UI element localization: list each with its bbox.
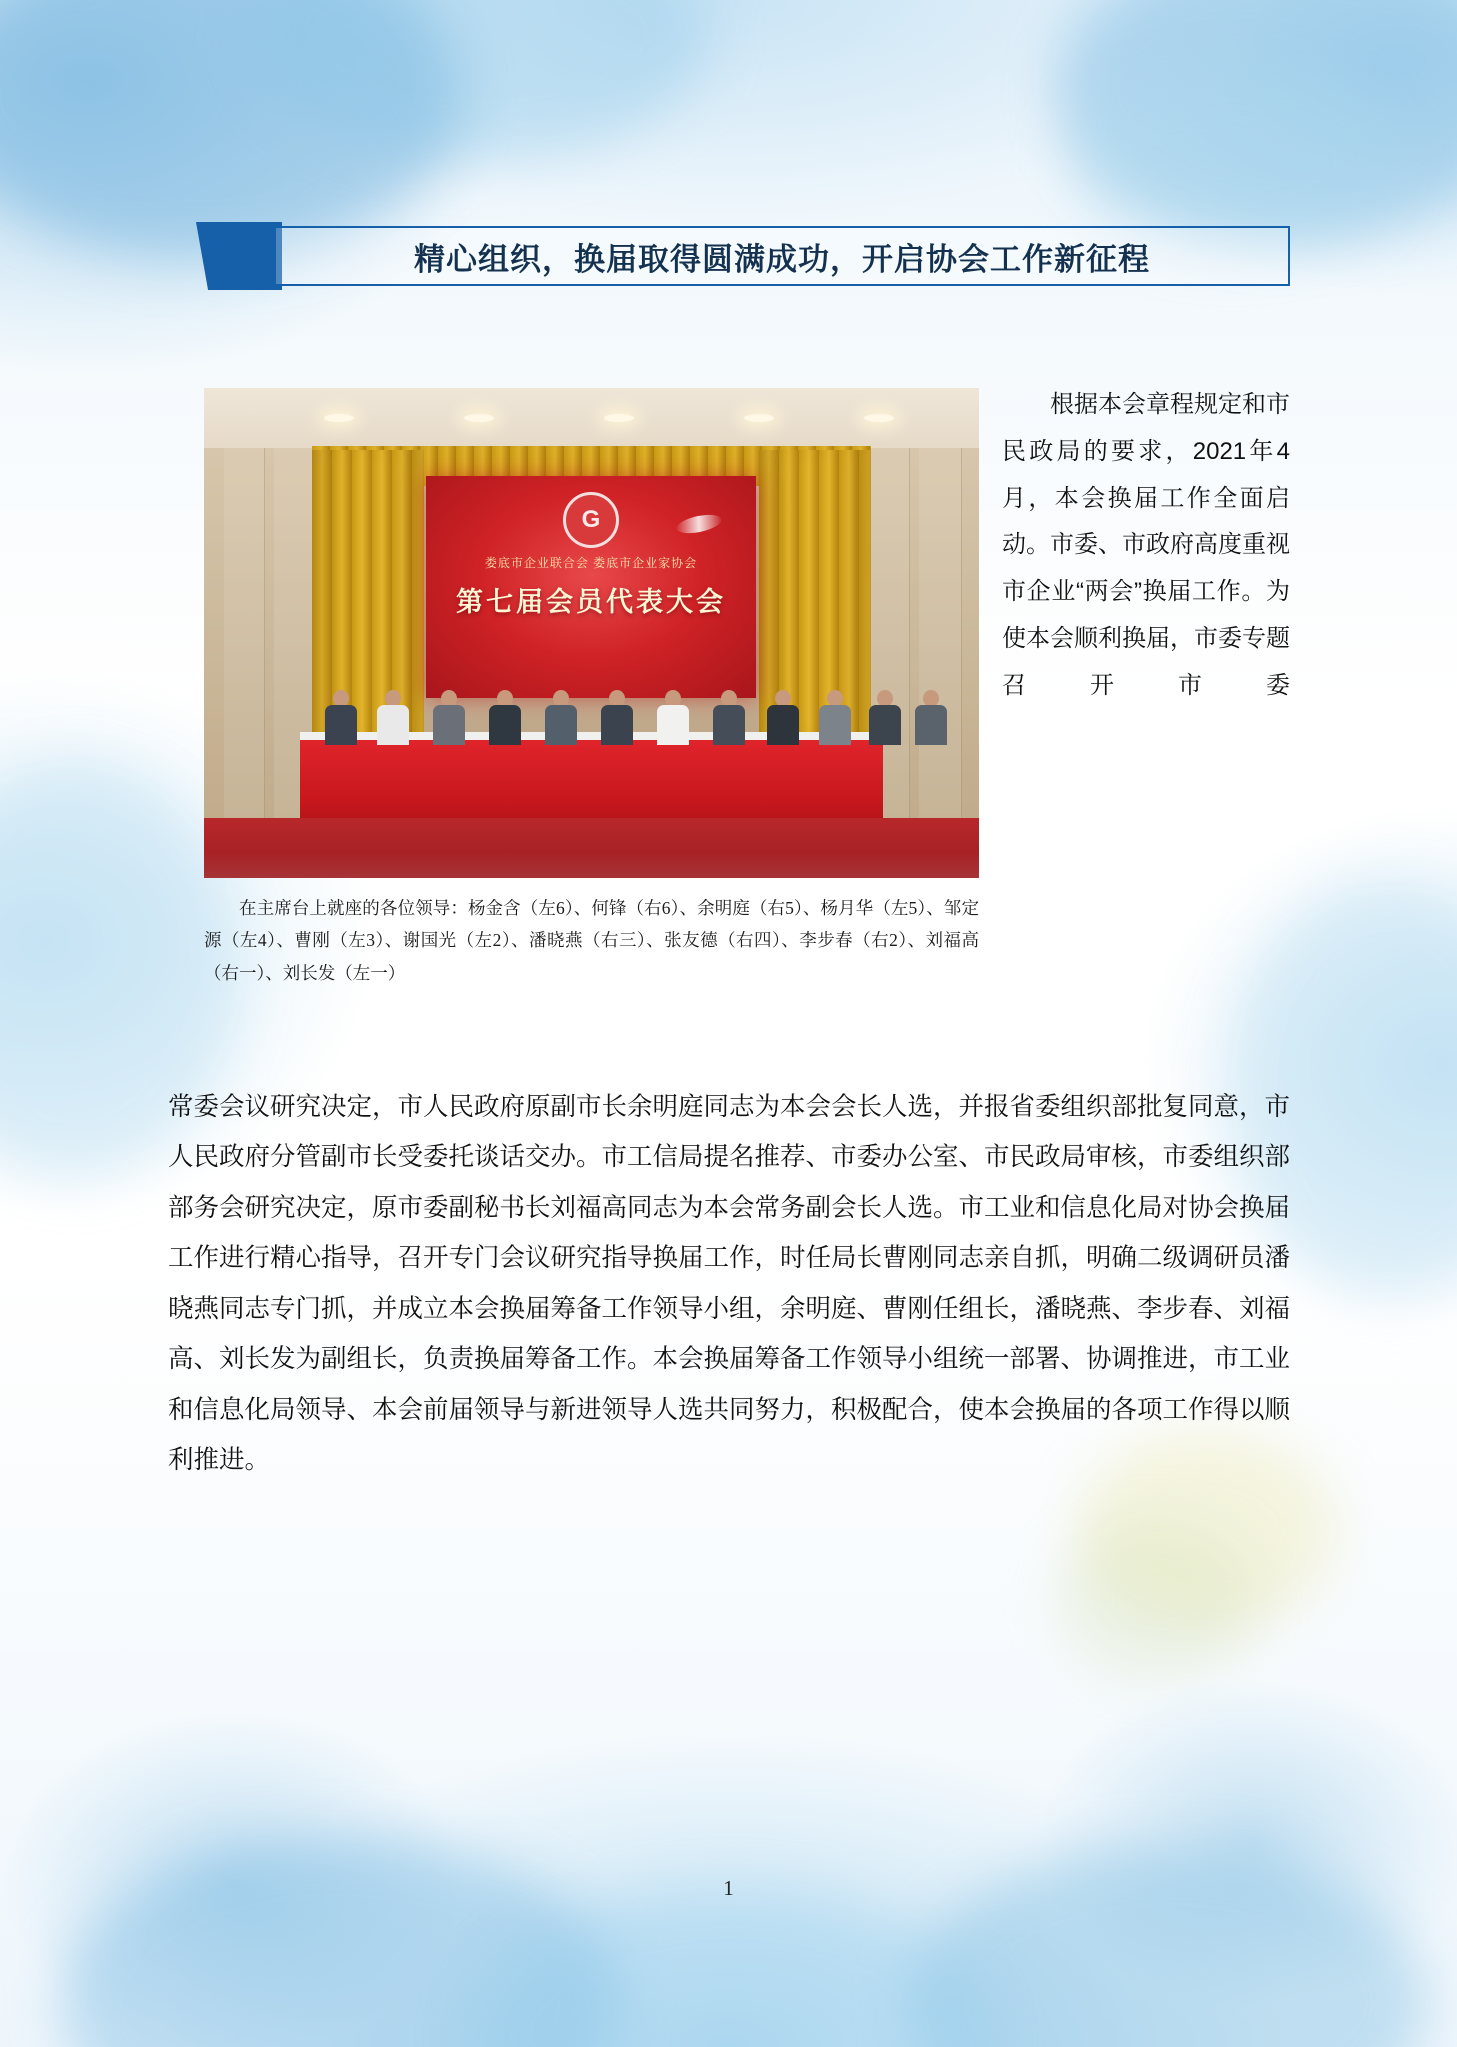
- seated-leader: [488, 690, 522, 742]
- seated-leader: [432, 690, 466, 742]
- background-wash: [250, 0, 710, 160]
- seated-leader: [868, 690, 902, 742]
- intro-side-column: 根据本会章程规定和市民政局的要求，2021年4月，本会换届工作全面启动。市委、市政府高度重视市企业“两会”换届工作。为使本会顺利换届，市委专题召开市委: [1002, 391, 1290, 699]
- floor-highlight: [204, 852, 979, 878]
- decorative-swoosh-icon: [675, 511, 723, 536]
- seated-leader: [712, 690, 746, 742]
- screen-organization-line: 娄底市企业联合会 娄底市企业家协会: [484, 556, 698, 570]
- seated-leader: [766, 690, 800, 742]
- ceiling-light-icon: [864, 414, 894, 422]
- stage-led-screen: [426, 476, 756, 698]
- seated-leader: [818, 690, 852, 742]
- seated-leader: [600, 690, 634, 742]
- article-heading-banner: [196, 222, 1290, 290]
- ceiling-light-icon: [464, 414, 494, 422]
- banner-accent-block: [196, 222, 282, 290]
- background-wash: [1057, 0, 1457, 240]
- background-wash: [60, 1837, 620, 2047]
- seated-leader: [376, 690, 410, 742]
- ceiling-light-icon: [324, 414, 354, 422]
- wall-panel: [919, 448, 962, 878]
- background-wash: [470, 1887, 990, 2047]
- photo-block: [204, 388, 979, 989]
- ceiling-light-icon: [604, 414, 634, 422]
- conference-stage-photo: [204, 388, 979, 878]
- page-number: 1: [723, 1876, 734, 1900]
- seated-leader: [324, 690, 358, 742]
- article-body: 常委会议研究决定，市人民政府原副市长余明庭同志为本会会长人选，并报省委组织部批复同意，市人民政府分管副市长受委托谈话交办。市工信局提名推荐、市委办公室、市民政局审核，市委组织部部务会研究决定，原市委副秘书长刘福高同志为本会常务副会长人选。市工业和信息化局对协会换届工作进行精心指导，召开专门会议研究指导换届工作，时任局长曹刚同志亲自抓，明确二级调研员潘晓燕同志专门抓，并成立本会换届筹备工作领导小组，余明庭、曹刚任组长，潘晓燕、李步春、刘福高、刘长发为副组长，负责换届筹备工作。本会换届筹备工作领导小组统一部署、协调推进，市工业和信息化局领导、本会前届领导与新进领导人选共同努力，积极配合，使本会换届的各项工作得以顺利推进。: [168, 1093, 1291, 1475]
- wall-panel: [224, 448, 265, 878]
- background-wash: [0, 0, 460, 260]
- page-title: 精心组织，换届取得圆满成功，开启协会工作新征程: [414, 241, 1150, 277]
- ceiling-light-icon: [744, 414, 774, 422]
- screen-event-title: 第七届会员代表大会: [456, 587, 726, 617]
- seated-leader: [914, 690, 948, 742]
- photo-caption: 在主席台上就座的各位领导：杨金含（左6）、何锋（右6）、余明庭（右5）、杨月华（左5）、邹定源（左4）、曹刚（左3）、谢国光（左2）、潘晓燕（右三）、张友德（右四）、李步春（右2）、刘福高（右一）、刘长发（左一）: [204, 898, 979, 983]
- association-emblem-icon: G: [563, 492, 619, 548]
- seated-leader: [544, 690, 578, 742]
- seated-leader: [656, 690, 690, 742]
- background-wash: [1057, 1520, 1257, 1680]
